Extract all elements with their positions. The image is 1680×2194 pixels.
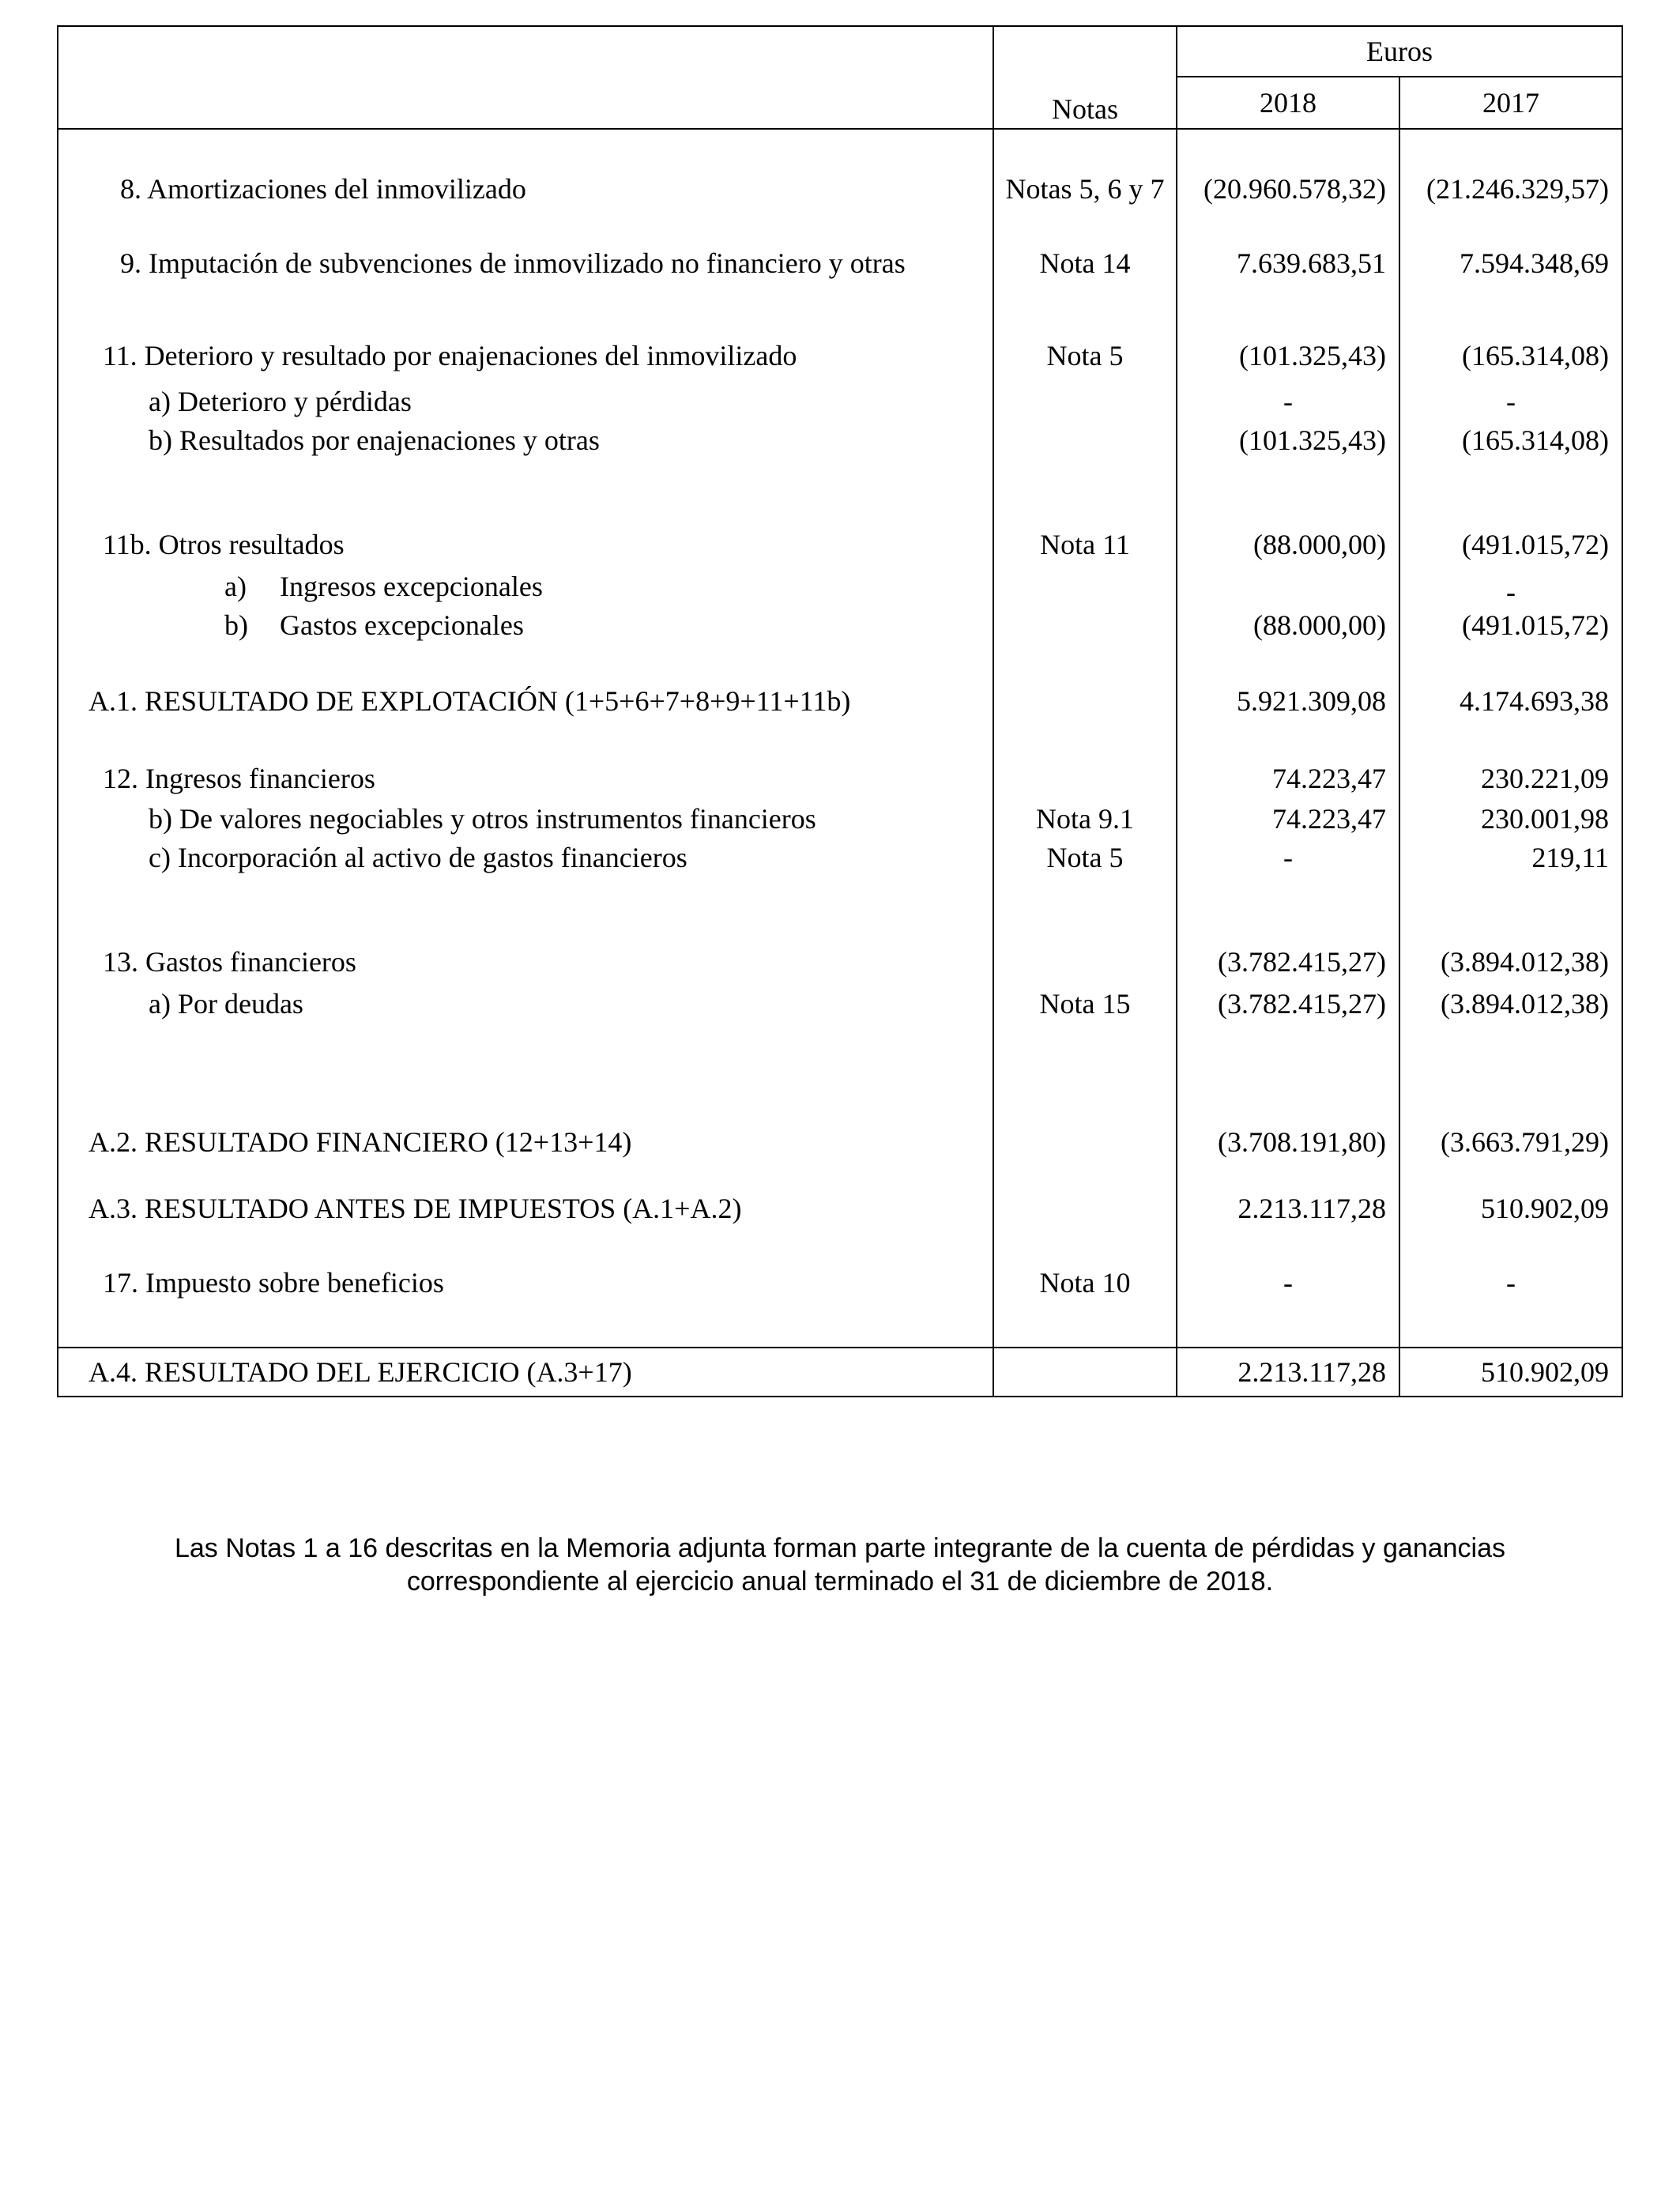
row-label: 9. Imputación de subvenciones de inmovilizado no financiero y otras [58, 247, 993, 333]
row-nota: Nota 14 [993, 247, 1177, 333]
row-nota: Nota 11 [993, 470, 1177, 564]
row-value-2018: (3.782.415,27) [1177, 888, 1399, 981]
row-value-2018: (101.325,43) [1177, 424, 1399, 470]
row-value-2018: - [1177, 842, 1399, 888]
row-value-2017: - [1399, 1254, 1622, 1348]
row-nota [993, 1027, 1177, 1163]
row-value-2017: (3.663.791,29) [1399, 1027, 1622, 1163]
row-nota: Nota 5 [993, 842, 1177, 888]
income-statement-table [57, 25, 1623, 1397]
row-nota [993, 564, 1177, 609]
row-label: 11b. Otros resultados [58, 470, 993, 564]
row-value-2018 [1177, 564, 1399, 609]
row-label: a) Deterioro y pérdidas [58, 379, 993, 424]
row-value-2017: 230.001,98 [1399, 796, 1622, 842]
row-value-2017: (165.314,08) [1399, 333, 1622, 379]
row-value-2017: (3.894.012,38) [1399, 981, 1622, 1027]
row-label: 17. Impuesto sobre beneficios [58, 1254, 993, 1348]
row-value-2017: - [1399, 379, 1622, 424]
row-value-2018: (101.325,43) [1177, 333, 1399, 379]
header-euros: Euros [1177, 26, 1622, 77]
row-value-2018: - [1177, 1254, 1399, 1348]
row-label [58, 609, 993, 655]
row-label-text: Ingresos excepcionales [280, 571, 543, 602]
row-nota [993, 379, 1177, 424]
row-value-2017: 219,11 [1399, 842, 1622, 888]
row-value-2017: 510.902,09 [1399, 1163, 1622, 1254]
row-nota [993, 1163, 1177, 1254]
row-nota [993, 655, 1177, 747]
row-value-2018: 7.639.683,51 [1177, 247, 1399, 333]
row-value-2018: (3.708.191,80) [1177, 1027, 1399, 1163]
row-value-2018: 5.921.309,08 [1177, 655, 1399, 747]
row-label-text: Gastos excepcionales [280, 609, 524, 641]
row-value-2018: (3.782.415,27) [1177, 981, 1399, 1027]
row-label-letter: b) [224, 609, 248, 641]
header-year-2018: 2018 [1177, 77, 1399, 129]
header-year-2017: 2017 [1399, 77, 1622, 129]
row-value-2017: 7.594.348,69 [1399, 247, 1622, 333]
header-blank-cell [58, 26, 993, 129]
row-nota [993, 747, 1177, 796]
row-label: 11. Deterioro y resultado por enajenaciones del inmovilizado [58, 333, 993, 379]
header-notas-top [993, 26, 1177, 77]
total-nota [993, 1348, 1177, 1397]
row-value-2018: 2.213.117,28 [1177, 1163, 1399, 1254]
row-nota: Nota 5 [993, 333, 1177, 379]
row-label: c) Incorporación al activo de gastos financieros [58, 842, 993, 888]
row-label-letter: a) [224, 571, 247, 602]
row-value-2018: 74.223,47 [1177, 796, 1399, 842]
row-value-2017: - [1399, 564, 1622, 609]
row-nota: Nota 15 [993, 981, 1177, 1027]
footer-note [47, 1532, 1633, 1598]
row-label: 12. Ingresos financieros [58, 747, 993, 796]
row-value-2017: (21.246.329,57) [1399, 129, 1622, 247]
row-value-2018: (20.960.578,32) [1177, 129, 1399, 247]
row-label: a) Por deudas [58, 981, 993, 1027]
row-value-2017: (491.015,72) [1399, 609, 1622, 655]
row-value-2017: 230.221,09 [1399, 747, 1622, 796]
footer-line-1: Las Notas 1 a 16 descritas en la Memoria adjunta forman parte integrante de la cuenta de pérdidas y ganancias [174, 1533, 1506, 1563]
row-nota: Notas 5, 6 y 7 [993, 129, 1177, 247]
row-value-2017: (165.314,08) [1399, 424, 1622, 470]
total-value-2018: 2.213.117,28 [1177, 1348, 1399, 1397]
row-nota [993, 609, 1177, 655]
row-label: b) De valores negociables y otros instrumentos financieros [58, 796, 993, 842]
row-label: A.2. RESULTADO FINANCIERO (12+13+14) [58, 1027, 993, 1163]
footer-line-2: correspondiente al ejercicio anual terminado el 31 de diciembre de 2018. [406, 1566, 1274, 1596]
row-nota: Nota 10 [993, 1254, 1177, 1348]
row-label: A.3. RESULTADO ANTES DE IMPUESTOS (A.1+A.2) [58, 1163, 993, 1254]
row-label [58, 564, 993, 609]
row-nota [993, 888, 1177, 981]
row-value-2017: (3.894.012,38) [1399, 888, 1622, 981]
row-value-2018: - [1177, 379, 1399, 424]
row-label: 8. Amortizaciones del inmovilizado [58, 129, 993, 247]
row-label: 13. Gastos financieros [58, 888, 993, 981]
total-value-2017: 510.902,09 [1399, 1348, 1622, 1397]
row-value-2017: (491.015,72) [1399, 470, 1622, 564]
row-nota [993, 424, 1177, 470]
row-label: b) Resultados por enajenaciones y otras [58, 424, 993, 470]
row-value-2017: 4.174.693,38 [1399, 655, 1622, 747]
row-value-2018: (88.000,00) [1177, 470, 1399, 564]
row-label: A.1. RESULTADO DE EXPLOTACIÓN (1+5+6+7+8+9+11+11b) [58, 655, 993, 747]
row-nota: Nota 9.1 [993, 796, 1177, 842]
row-value-2018: (88.000,00) [1177, 609, 1399, 655]
header-notas: Notas [993, 77, 1177, 129]
total-label: A.4. RESULTADO DEL EJERCICIO (A.3+17) [58, 1348, 993, 1397]
row-value-2018: 74.223,47 [1177, 747, 1399, 796]
